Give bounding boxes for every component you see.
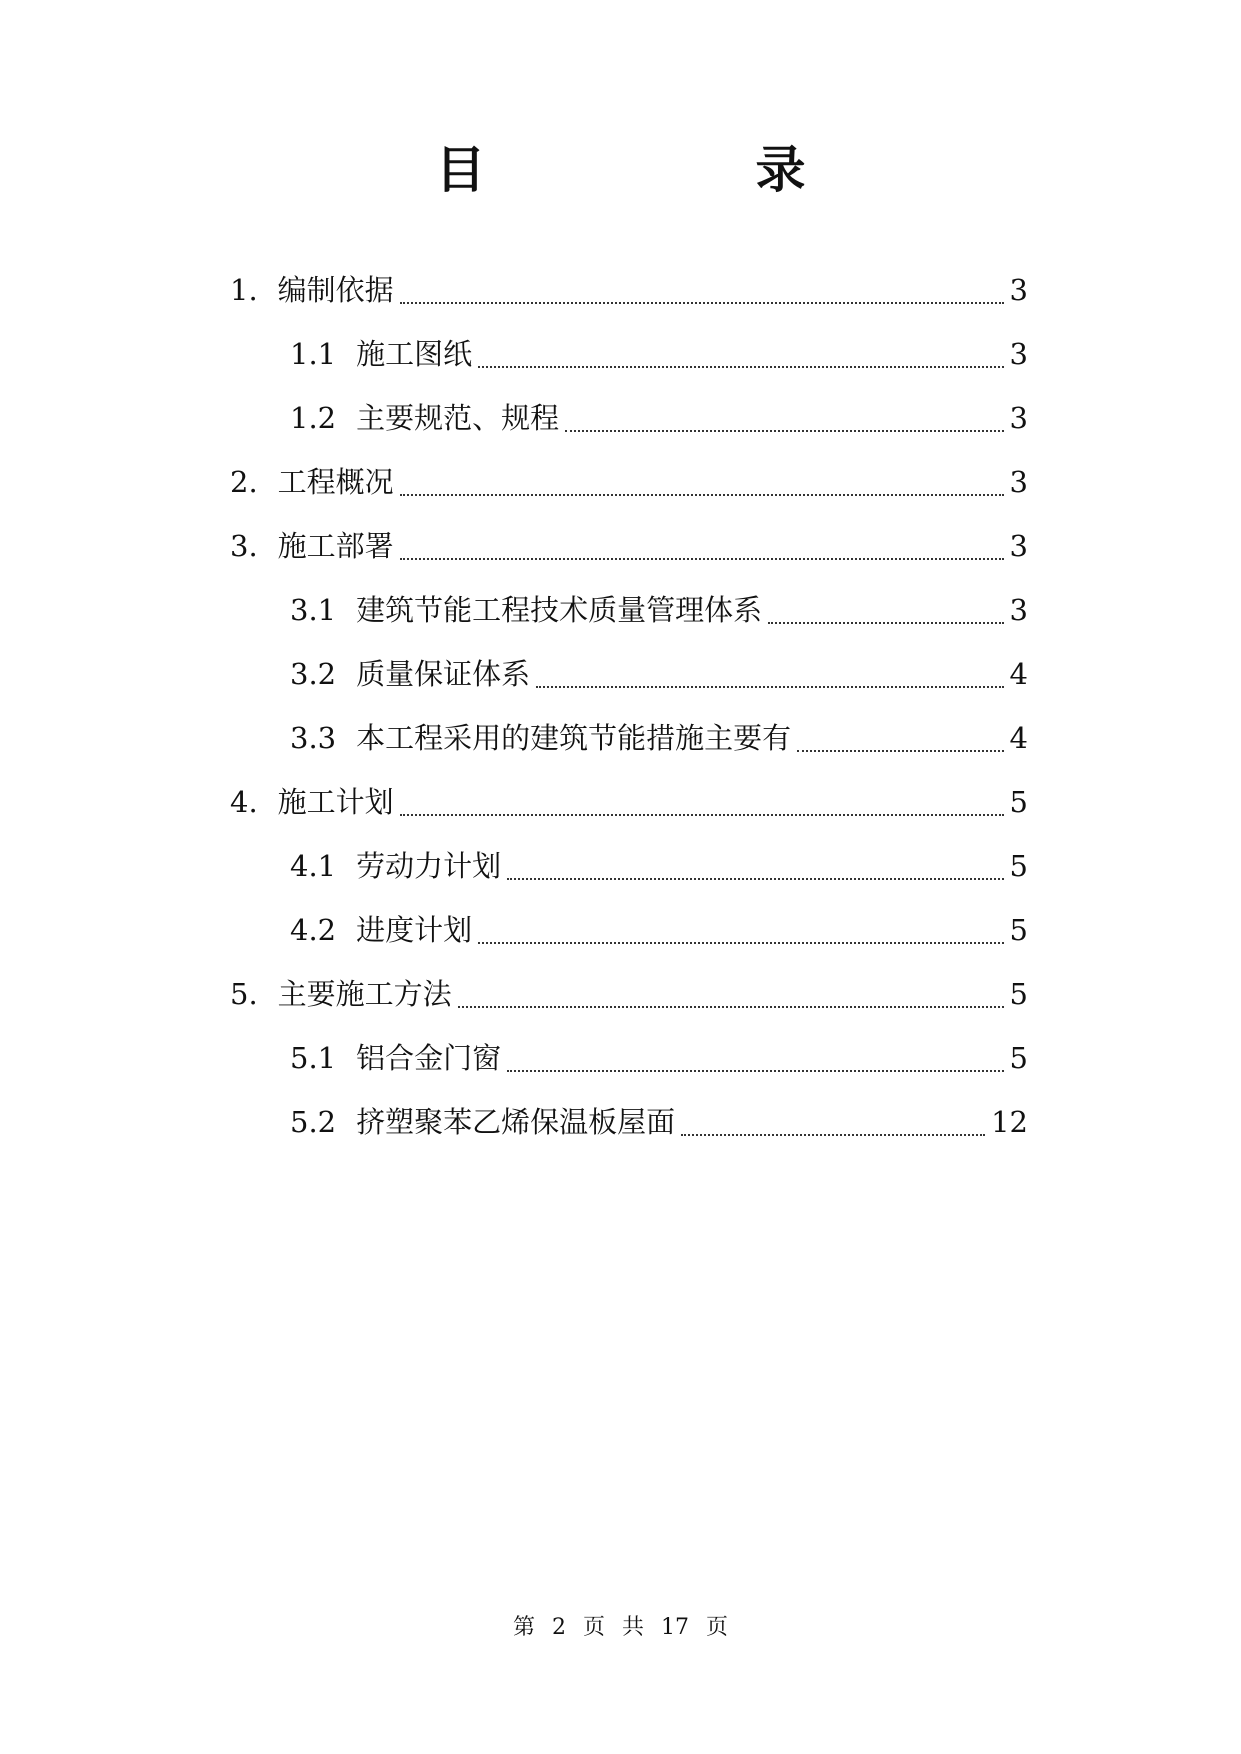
toc-entry[interactable] [290, 398, 1028, 438]
toc-entry-page: 4 [1009, 657, 1028, 691]
toc-entry[interactable] [230, 974, 1028, 1014]
toc-entry-title: 本工程采用的建筑节能措施主要有 [356, 721, 792, 755]
page-footer: 第 2 页 共 17 页 [513, 1615, 728, 1640]
toc-entry-page: 5 [1009, 785, 1028, 819]
toc-entry-page: 12 [991, 1105, 1028, 1139]
toc-leader-dots [478, 941, 1003, 944]
toc-entry-title: 挤塑聚苯乙烯保温板屋面 [356, 1105, 676, 1139]
toc-entry[interactable] [230, 270, 1028, 310]
toc-entry-title: 施工图纸 [356, 337, 473, 371]
toc-leader-dots [507, 1069, 1003, 1072]
toc-leader-dots [400, 557, 1004, 560]
toc-entry[interactable] [290, 654, 1028, 694]
toc-entry[interactable] [290, 1102, 1028, 1142]
toc-entry-title: 铝合金门窗 [356, 1041, 502, 1075]
toc-entry-page: 3 [1009, 273, 1028, 307]
toc-entry-number: 4.1 [290, 849, 337, 883]
toc-leader-dots [400, 813, 1004, 816]
toc-entry-page: 3 [1009, 529, 1028, 563]
toc-entry-number: 4.2 [290, 913, 337, 947]
toc-entry-page: 5 [1009, 1041, 1028, 1075]
toc-entry-page: 5 [1009, 913, 1028, 947]
toc-entry-number: 1.1 [290, 337, 337, 371]
toc-leader-dots [400, 493, 1004, 496]
toc-entry[interactable] [230, 526, 1028, 566]
toc-entry[interactable] [290, 846, 1028, 886]
toc-entry-number: 1.2 [290, 401, 337, 435]
toc-leader-dots [400, 301, 1004, 304]
toc-entry[interactable] [290, 1038, 1028, 1078]
toc-entry-number: 3.3 [290, 721, 337, 755]
toc-leader-dots [458, 1005, 1004, 1008]
toc-entry-number: 1. [230, 273, 258, 307]
toc-entry-page: 4 [1009, 721, 1028, 755]
toc-leader-dots [536, 685, 1003, 688]
toc-entry-title: 质量保证体系 [356, 657, 531, 691]
toc-entry-page: 5 [1009, 977, 1028, 1011]
toc-entry[interactable] [290, 910, 1028, 950]
toc-entry-page: 3 [1009, 465, 1028, 499]
toc-entry-number: 4. [230, 785, 258, 819]
toc-entry-number: 5.1 [290, 1041, 337, 1075]
toc-leader-dots [478, 365, 1003, 368]
toc-entry[interactable] [290, 718, 1028, 758]
toc-entry-title: 劳动力计划 [356, 849, 502, 883]
toc-entry-page: 3 [1009, 401, 1028, 435]
toc-entry-title: 进度计划 [356, 913, 473, 947]
toc-leader-dots [565, 429, 1003, 432]
toc-entry-number: 5. [230, 977, 258, 1011]
toc-entry-number: 3. [230, 529, 258, 563]
toc-entry[interactable] [290, 334, 1028, 374]
toc-entry-page: 3 [1009, 593, 1028, 627]
toc-entry-title: 工程概况 [277, 465, 394, 499]
toc-entry-number: 3.1 [290, 593, 337, 627]
toc-entry[interactable] [230, 462, 1028, 502]
toc-leader-dots [797, 749, 1003, 752]
toc-leader-dots [507, 877, 1003, 880]
toc-entry-page: 3 [1009, 337, 1028, 371]
toc-leader-dots [768, 621, 1003, 624]
toc-leader-dots [681, 1133, 985, 1136]
toc-entry-number: 2. [230, 465, 258, 499]
toc-entry-title: 主要规范、规程 [356, 401, 560, 435]
toc-entry-page: 5 [1009, 849, 1028, 883]
toc-entry-title: 编制依据 [277, 273, 394, 307]
toc-entry-number: 5.2 [290, 1105, 337, 1139]
toc-entry[interactable] [290, 590, 1028, 630]
toc-entry-number: 3.2 [290, 657, 337, 691]
toc-entry-title: 施工部署 [277, 529, 394, 563]
toc-entry-title: 主要施工方法 [277, 977, 452, 1011]
toc-entry-title: 施工计划 [277, 785, 394, 819]
toc-entry[interactable] [230, 782, 1028, 822]
toc-entry-title: 建筑节能工程技术质量管理体系 [356, 593, 763, 627]
page-title: 目 录 [435, 141, 916, 199]
